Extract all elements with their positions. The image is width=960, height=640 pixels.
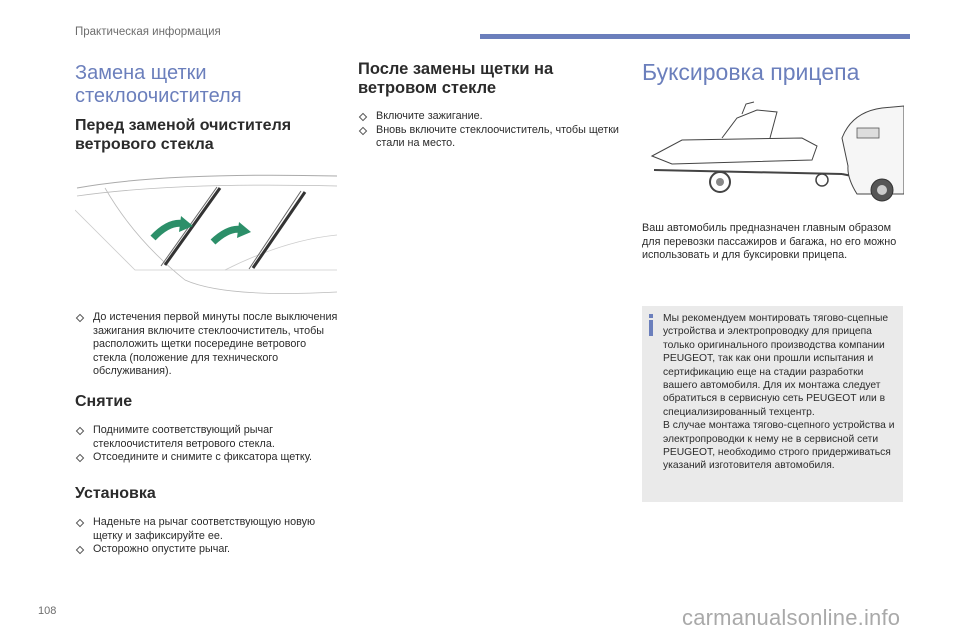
installation-steps: [75, 516, 340, 557]
page-title: [75, 62, 242, 108]
wiper-illustration: [75, 170, 337, 298]
page-title-line2: стеклоочистителя: [75, 85, 242, 107]
page-number: 108: [38, 605, 57, 617]
towing-description: Ваш автомобиль предназначен главным образом для перевозки пассажиров и багажа, но его можно использовать и для буксировки прицепа.: [642, 222, 897, 262]
section-title: Практическая информация: [75, 26, 221, 38]
watermark: carmanualsonline.info: [682, 605, 901, 630]
list-item: Наденьте на рычаг соответствующую новую щетку и зафиксируйте ее.: [75, 516, 340, 543]
after-heading-line1: После замены щетки на: [358, 60, 554, 78]
info-text: Мы рекомендуем монтировать тягово-сцепные устройства и электропроводку для прицепа только оригинального производства компании PEUGEOT, так как они прошли испытания и сертификацию еще на стадии разработки вашего автомобиля. Для их монтажа следует обратиться в сервисную сеть PEUGEOT или в специализированный техцентр. В случае монтажа тягово-сцепного устройства и электропроводки к нему не в сервисной сети PEUGEOT, необходимо строго придерживаться указаний изготовителя автомобиля.: [663, 313, 895, 472]
installation-heading: Установка: [75, 485, 156, 502]
after-heading-line2: ветровом стекле: [358, 79, 497, 97]
towing-title: Буксировка прицепа: [642, 59, 860, 85]
removal-heading: Снятие: [75, 393, 133, 410]
list-item: Вновь включите стеклоочиститель, чтобы щетки стали на место.: [358, 124, 628, 151]
section-heading-line1: Перед заменой очистителя: [75, 117, 292, 134]
pre-removal-instructions: [75, 311, 340, 379]
after-replacement-steps: [358, 110, 628, 151]
info-icon: [648, 314, 654, 336]
section-heading-line2: ветрового стекла: [75, 136, 214, 153]
header-accent-bar: [480, 34, 910, 39]
removal-steps: [75, 424, 340, 465]
towing-illustration: [642, 98, 904, 206]
page-title-line1: Замена щетки: [75, 62, 207, 84]
list-item: До истечения первой минуты после выключения зажигания включите стеклоочиститель, чтобы расположить щетки посередине ветрового стекла (положение для технического обслуживания).: [75, 311, 340, 379]
list-item: Поднимите соответствующий рычаг стеклоочистителя ветрового стекла.: [75, 424, 340, 451]
after-replacement-heading: [358, 60, 553, 98]
section-heading-before: [75, 116, 291, 154]
list-item: Осторожно опустите рычаг.: [75, 543, 340, 557]
list-item: Отсоедините и снимите с фиксатора щетку.: [75, 451, 340, 465]
info-box: [642, 306, 903, 502]
list-item: Включите зажигание.: [358, 110, 628, 124]
